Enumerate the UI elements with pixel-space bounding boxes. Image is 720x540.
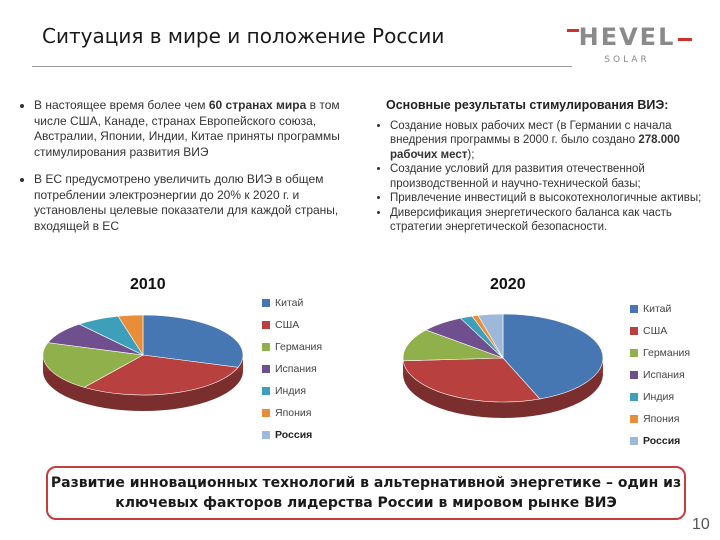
results-section [372, 98, 712, 235]
results-heading: Основные результаты стимулирования ВИЭ: [386, 98, 669, 112]
banner-line-2: ключевых факторов лидерства России в мировом рынке ВИЭ [115, 495, 617, 511]
legend-swatch [262, 299, 270, 307]
page-number: 10 [692, 516, 710, 533]
legend-label: Россия [275, 429, 313, 441]
legend-swatch [262, 321, 270, 329]
chart-2020-title: 2020 [490, 276, 526, 293]
legend-item [262, 292, 322, 314]
page-title: Ситуация в мире и положение России [42, 24, 445, 48]
legend-label: Индия [643, 391, 675, 403]
legend-label: Индия [275, 385, 307, 397]
legend-item [630, 298, 690, 320]
legend-label: Испания [275, 363, 317, 375]
banner-line-1: Развитие инновационных технологий в альтернативной энергетике – один из [50, 475, 682, 491]
result-jobs: • Создание новых рабочих мест (в Германии с начала внедрения программы в 2000 г. было создано 278.000 рабочих мест); [390, 119, 712, 163]
legend-label: США [275, 319, 300, 331]
legend-label: США [643, 325, 668, 337]
legend-item [262, 358, 322, 380]
title-divider [32, 66, 572, 67]
left-bullets [18, 98, 363, 246]
legend-label: Китай [275, 297, 304, 309]
legend-swatch [262, 431, 270, 439]
legend-label: Германия [643, 347, 691, 359]
svg-text:HEVEL: HEVEL [578, 23, 676, 51]
legend-swatch [630, 437, 638, 445]
legend-item [262, 424, 322, 446]
legend-item [630, 320, 690, 342]
legend-item [262, 380, 322, 402]
hevel-solar-logo [565, 20, 695, 68]
legend-2020 [630, 298, 690, 452]
legend-swatch [630, 349, 638, 357]
result-domestic-base: • Создание условий для развития отечественной производственной и научно-технической базы; [390, 162, 712, 191]
legend-swatch [630, 415, 638, 423]
legend-2010 [262, 292, 322, 446]
legend-item [630, 386, 690, 408]
legend-item [262, 336, 322, 358]
legend-label: Китай [643, 303, 672, 315]
legend-label: Испания [643, 369, 685, 381]
legend-swatch [262, 343, 270, 351]
bullet-countries: • В настоящее время более чем 60 странах мира в том числе США, Канаде, странах Европейского союза, Австралии, Японии, Индии, Китае приняты программы стимулирования развития ВИЭ [34, 98, 363, 160]
legend-label: Япония [643, 413, 680, 425]
legend-item [630, 342, 690, 364]
legend-item [630, 408, 690, 430]
legend-swatch [630, 393, 638, 401]
legend-swatch [262, 365, 270, 373]
legend-item [630, 364, 690, 386]
legend-swatch [262, 387, 270, 395]
legend-label: Россия [643, 435, 681, 447]
legend-swatch [630, 371, 638, 379]
svg-text:SOLAR: SOLAR [604, 55, 650, 65]
bullet-eu-target: • В ЕС предусмотрено увеличить долю ВИЭ в общем потреблении электроэнергии до 20% к 2020 г. и установлены целевые показатели для каждой страны, входящей в ЕС [34, 172, 363, 234]
legend-label: Япония [275, 407, 312, 419]
pie-chart-2010 [28, 300, 258, 420]
legend-item [262, 402, 322, 424]
chart-2010-title: 2010 [130, 276, 166, 293]
legend-swatch [630, 305, 638, 313]
result-investment: • Привлечение инвестиций в высокотехнологичные активы; [390, 191, 712, 206]
legend-swatch [262, 409, 270, 417]
result-diversification: • Диверсификация энергетического баланса как часть стратегии энергетической безопасности. [390, 206, 712, 235]
legend-item [262, 314, 322, 336]
pie-chart-2020 [385, 298, 620, 423]
legend-swatch [630, 327, 638, 335]
key-message-banner [46, 466, 686, 520]
legend-label: Германия [275, 341, 323, 353]
legend-item [630, 430, 690, 452]
